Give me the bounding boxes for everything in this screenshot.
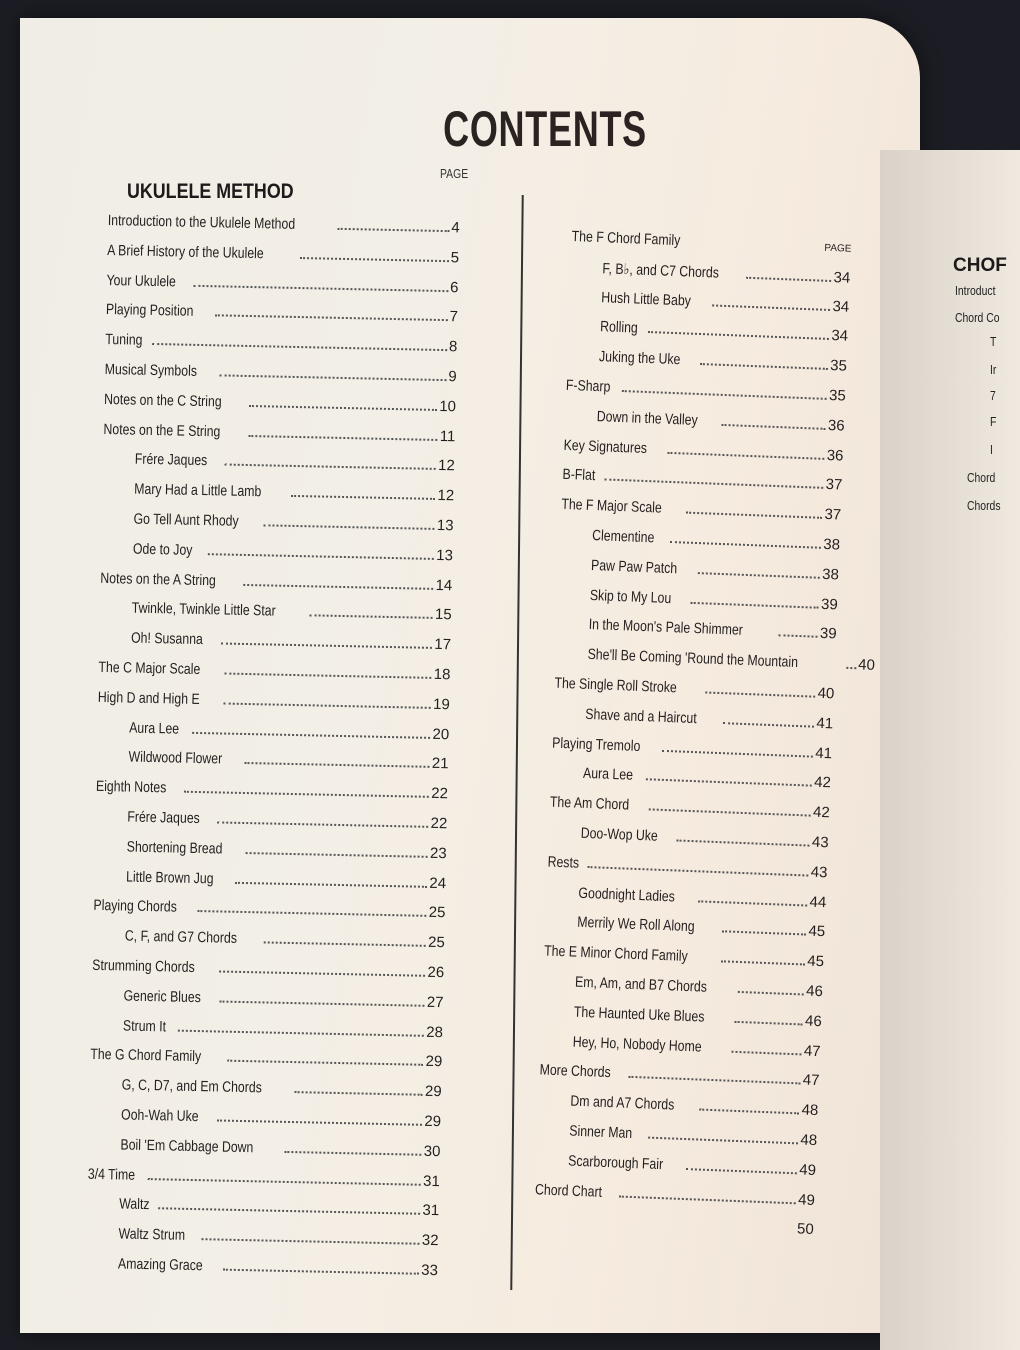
toc-entry-title: Ode to Joy (132, 540, 193, 559)
toc-entry-title: Clementine (591, 526, 655, 547)
leader-dots (676, 839, 809, 846)
leader-dots (223, 1269, 419, 1275)
next-page-line: Chord (967, 470, 996, 485)
toc-entry-title: Mary Had a Little Lamb (134, 480, 262, 501)
toc-entry-title: Down in the Valley (596, 407, 699, 429)
toc-entry-page: 6 (449, 278, 459, 296)
toc-entry-page: 41 (816, 714, 834, 733)
leader-dots (670, 541, 821, 549)
leader-dots (705, 691, 815, 697)
toc-entry-page: 21 (431, 755, 449, 773)
toc-entry-title: Aura Lee (129, 719, 180, 738)
toc-entry-title: Wildwood Flower (128, 748, 223, 768)
leader-dots (648, 1136, 799, 1144)
toc-entry-title: Scarborough Fair (567, 1152, 664, 1173)
toc-entry-page: 30 (423, 1142, 441, 1160)
toc-entry-title: Chord Chart (534, 1180, 603, 1201)
leader-dots (248, 435, 438, 441)
toc-entry-page: 35 (829, 357, 848, 375)
leader-dots (219, 374, 446, 381)
toc-entry-title: The F Chord Family (571, 228, 681, 250)
toc-entry-page: 49 (797, 1190, 816, 1209)
toc-entry-page: 43 (811, 833, 829, 852)
leader-dots (300, 257, 449, 262)
page-column-label: PAGE (440, 166, 469, 181)
toc-entry-page: 24 (429, 874, 447, 892)
toc-entry-page: 36 (827, 416, 845, 435)
toc-entry-page: 31 (422, 1202, 440, 1220)
toc-entry-title: The Single Roll Stroke (554, 674, 678, 697)
toc-entry-title: Frére Jaques (134, 450, 208, 470)
toc-entry-page: 45 (807, 952, 825, 971)
toc-entry-page: 46 (804, 1012, 823, 1030)
toc-entry-page: 34 (831, 327, 849, 346)
leader-dots (628, 1076, 801, 1085)
toc-entry-page: 22 (430, 814, 448, 833)
leader-dots (291, 495, 435, 500)
leader-dots (221, 643, 433, 649)
toc-entry-page: 50 (796, 1220, 815, 1239)
toc-entry-title: In the Moon's Pale Shimmer (588, 616, 744, 640)
toc-entry-title: She'll Be Coming 'Round the Mountain (587, 646, 799, 672)
toc-entry-page: 10 (439, 397, 457, 416)
leader-dots (622, 390, 827, 400)
toc-entry-page: 23 (429, 844, 447, 862)
toc-entry-page: 44 (809, 893, 827, 911)
toc-entry-title: G, C, D7, and Em Chords (121, 1076, 263, 1097)
toc-entry-title: F-Sharp (565, 376, 611, 396)
leader-dots (184, 791, 429, 798)
toc-entry-title: Playing Tremolo (551, 734, 641, 755)
leader-dots (723, 722, 814, 728)
toc-entry-page: 17 (434, 636, 452, 654)
toc-entry-page: 12 (437, 457, 455, 475)
toc-entry-title: High D and High E (97, 688, 200, 708)
toc-entry-title: Playing Position (105, 301, 194, 321)
next-page-line: F (990, 414, 997, 429)
next-book-page (880, 150, 1020, 1350)
next-page-line: Chord Co (955, 310, 1000, 325)
leader-dots (197, 910, 427, 917)
toc-entry-title: Eighth Notes (95, 778, 167, 797)
toc-entry-page: 38 (821, 565, 840, 584)
toc-entry-title: Key Signatures (563, 436, 648, 457)
toc-entry-title: Your Ukulele (106, 271, 177, 291)
leader-dots (712, 304, 830, 311)
toc-entry-page: 14 (435, 576, 453, 594)
leader-dots (235, 881, 428, 887)
leader-dots (219, 970, 425, 976)
leader-dots (732, 1050, 802, 1055)
toc-entry-page: 34 (832, 297, 850, 316)
leader-dots (667, 451, 825, 459)
toc-entry-page: 15 (434, 606, 452, 624)
toc-entry-page: 26 (427, 963, 445, 982)
toc-entry-page: 45 (808, 922, 826, 941)
leader-dots (686, 512, 823, 519)
toc-entry-title: Ooh-Wah Uke (120, 1106, 199, 1125)
toc-entry-title: Rolling (599, 318, 639, 337)
leader-dots (249, 405, 437, 411)
leader-dots (648, 331, 829, 340)
toc-entry-title: Shave and a Haircut (585, 705, 698, 727)
toc-entry-title: Notes on the A String (100, 569, 217, 589)
leader-dots (215, 315, 448, 322)
leader-dots (700, 363, 828, 370)
page-title: CONTENTS (443, 101, 647, 157)
leader-dots (217, 1119, 422, 1125)
toc-entry-title: Hey, Ho, Nobody Home (572, 1033, 702, 1056)
toc-entry-page: 29 (424, 1082, 442, 1101)
leader-dots (218, 821, 429, 827)
toc-entry-page: 34 (833, 268, 851, 287)
leader-dots (309, 615, 433, 620)
toc-entry-title: More Chords (539, 1061, 612, 1082)
next-page-title: CHOF (953, 255, 1007, 276)
toc-entry-title: Skip to My Lou (589, 586, 672, 607)
leader-dots (284, 1151, 421, 1156)
toc-entry-title: Shortening Bread (126, 838, 223, 858)
leader-dots (699, 1109, 800, 1115)
leader-dots (686, 1168, 797, 1174)
next-page-line: Ir (990, 362, 997, 377)
toc-entry-page: 47 (803, 1042, 821, 1060)
toc-entry-page: 43 (810, 863, 828, 882)
toc-entry-page: 47 (802, 1071, 820, 1090)
toc-entry-title: Goodnight Ladies (578, 884, 676, 905)
leader-dots (224, 702, 431, 708)
toc-entry-title: Oh! Susanna (130, 629, 204, 649)
toc-entry-title: Boil 'Em Cabbage Down (120, 1136, 254, 1156)
toc-entry-page: 37 (825, 476, 843, 494)
toc-entry-page: 42 (813, 774, 832, 792)
leader-dots (227, 1060, 423, 1066)
toc-entry-title: The E Minor Chord Family (543, 942, 688, 966)
toc-entry-page: 19 (432, 695, 450, 714)
toc-entry-page: 31 (422, 1172, 440, 1190)
leader-dots (207, 553, 434, 560)
toc-entry-title: Waltz (119, 1195, 150, 1214)
toc-entry-title: The G Chord Family (90, 1046, 202, 1066)
leader-dots (202, 1238, 420, 1245)
toc-entry-title: The Am Chord (549, 793, 630, 814)
leader-dots (846, 667, 856, 669)
leader-dots (738, 991, 804, 996)
toc-entry-page: 35 (828, 386, 847, 405)
leader-dots (588, 866, 809, 876)
toc-entry-page: 32 (421, 1231, 439, 1250)
toc-entry-page: 11 (439, 427, 456, 445)
next-page-line: T (990, 334, 997, 349)
toc-entry-page: 37 (824, 506, 842, 524)
leader-dots (263, 942, 426, 947)
toc-entry-title: Hush Little Baby (601, 288, 692, 310)
leader-dots (722, 424, 826, 430)
toc-entry-title: Musical Symbols (104, 360, 198, 380)
toc-entry-title: Rests (547, 853, 580, 872)
toc-entry-title: Strum It (122, 1017, 167, 1035)
leader-dots (158, 1208, 420, 1215)
toc-entry-page: 29 (424, 1112, 442, 1131)
toc-entry-title: The Haunted Uke Blues (573, 1003, 705, 1026)
toc-entry-page: 40 (857, 656, 876, 675)
toc-entry-page: 42 (812, 803, 831, 822)
toc-entry-title: Twinkle, Twinkle Little Star (131, 599, 276, 620)
toc-entry-page: 25 (428, 904, 446, 922)
leader-dots (245, 762, 430, 768)
toc-entry-page: 29 (425, 1053, 443, 1071)
toc-entry-page: 38 (823, 535, 841, 554)
toc-entry-title: Paw Paw Patch (590, 556, 678, 578)
leader-dots (245, 852, 428, 858)
toc-entry-title: Aura Lee (582, 765, 634, 785)
toc-entry-title: Em, Am, and B7 Chords (574, 973, 708, 996)
leader-dots (220, 1000, 425, 1006)
toc-entry-title: The C Major Scale (98, 658, 201, 678)
section-heading: UKULELE METHOD (127, 180, 294, 203)
toc-entry-title: Doo-Wop Uke (580, 824, 659, 845)
next-page-line: Introduct (955, 283, 996, 298)
toc-entry-title: Playing Chords (93, 897, 178, 916)
toc-entry-title: Amazing Grace (117, 1255, 203, 1275)
leader-dots (746, 277, 831, 282)
next-page-line: I (990, 442, 993, 457)
toc-entry-page: 48 (800, 1131, 818, 1149)
toc-entry-title: Notes on the E String (103, 420, 221, 440)
leader-dots (735, 1021, 803, 1026)
leader-dots (147, 1178, 421, 1186)
right-toc-column (533, 228, 876, 1251)
toc-entry-page: 13 (436, 516, 454, 535)
toc-entry-title: The F Major Scale (561, 495, 663, 517)
toc-entry-title: Little Brown Jug (125, 868, 214, 887)
toc-entry-page: 48 (801, 1101, 819, 1120)
leader-dots (648, 809, 811, 817)
toc-entry-title: Juking the Uke (598, 348, 681, 369)
leader-dots (619, 1195, 797, 1204)
leader-dots (646, 779, 812, 787)
toc-entry-page: 13 (436, 546, 454, 565)
toc-entry-page: 49 (799, 1161, 817, 1179)
toc-entry-page: 36 (826, 446, 844, 465)
next-page-line: Chords (967, 498, 1001, 513)
toc-entry-page: 12 (437, 487, 455, 505)
toc-entry-page: 39 (819, 625, 837, 643)
leader-dots (264, 524, 435, 530)
toc-entry-title: Sinner Man (569, 1122, 633, 1142)
toc-entry-page: 46 (805, 982, 824, 1001)
leader-dots (338, 228, 449, 232)
toc-entry-title: F, B♭, and C7 Chords (602, 260, 720, 282)
toc-entry-title: Frére Jaques (127, 808, 200, 827)
toc-entry-page: 28 (426, 1023, 444, 1041)
toc-entry-title: Dm and A7 Chords (570, 1092, 675, 1114)
toc-entry-page: 22 (431, 785, 449, 803)
leader-dots (294, 1091, 422, 1096)
toc-entry-page: 5 (450, 248, 460, 267)
toc-entry-page: 33 (421, 1261, 439, 1280)
toc-entry-page: 41 (815, 744, 833, 762)
toc-entry-title: C, F, and G7 Chords (124, 927, 238, 947)
toc-entry-page: 8 (448, 338, 458, 356)
toc-entry-page: 27 (426, 993, 444, 1011)
leader-dots (177, 1029, 424, 1036)
toc-entry-page: 39 (820, 595, 839, 614)
toc-entry-page: PAGE (824, 242, 852, 255)
toc-entry-title: Strumming Chords (92, 956, 195, 976)
left-toc-column (86, 212, 460, 1292)
leader-dots (662, 749, 814, 757)
toc-entry-title: Merrily We Roll Along (577, 914, 695, 936)
leader-dots (153, 343, 447, 351)
toc-entry-title: Go Tell Aunt Rhody (133, 510, 239, 530)
toc-entry-title: Tuning (105, 331, 143, 349)
toc-entry-title: B-Flat (562, 466, 596, 485)
toc-entry-title: Waltz Strum (118, 1225, 186, 1244)
toc-entry-title: 3/4 Time (87, 1165, 136, 1184)
leader-dots (698, 572, 820, 579)
toc-entry-page: 9 (448, 368, 457, 386)
leader-dots (193, 284, 448, 291)
toc-entry-page: 4 (451, 219, 460, 237)
leader-dots (604, 479, 823, 489)
next-page-line: 7 (990, 388, 996, 403)
leader-dots (698, 900, 808, 906)
toc-entry-page: 18 (433, 665, 451, 684)
toc-entry-page: 7 (449, 308, 459, 326)
leader-dots (192, 731, 430, 738)
leader-dots (225, 672, 432, 678)
leader-dots (225, 464, 436, 470)
toc-entry-page: 20 (432, 725, 450, 743)
toc-entry-title: A Brief History of the Ukulele (107, 241, 264, 263)
leader-dots (691, 601, 819, 608)
toc-entry-title: Introduction to the Ukulele Method (107, 212, 296, 233)
toc-entry-title: Generic Blues (123, 987, 202, 1006)
leader-dots (778, 635, 817, 639)
toc-entry-title: Notes on the C String (103, 390, 222, 411)
leader-dots (722, 931, 806, 936)
toc-entry-page: 40 (817, 684, 835, 703)
toc-entry-page: 25 (427, 933, 445, 952)
leader-dots (721, 960, 805, 965)
leader-dots (243, 583, 433, 589)
